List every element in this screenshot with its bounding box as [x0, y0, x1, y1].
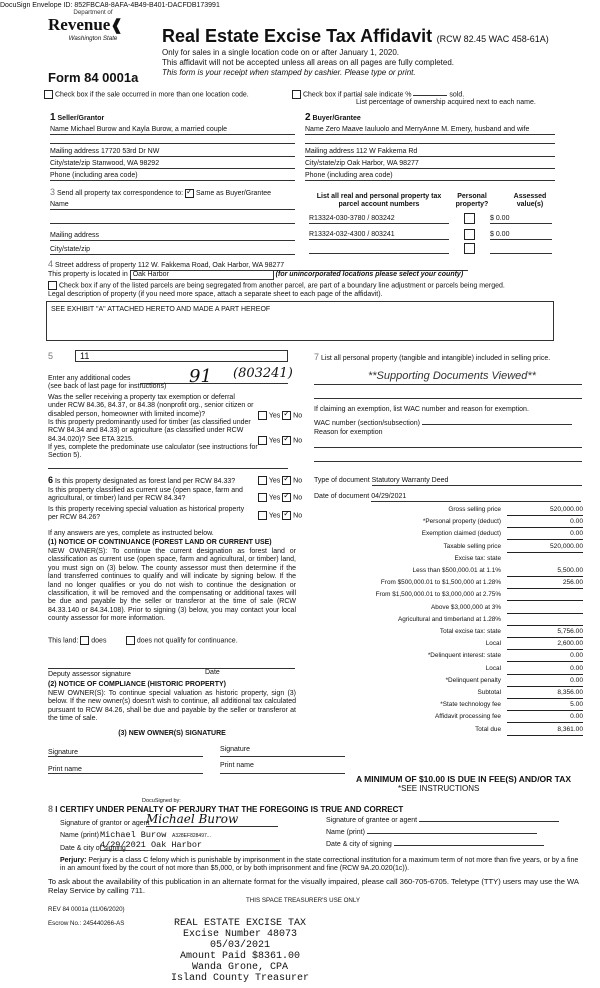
deputy-signature-label: Deputy assessor signature: [48, 671, 131, 678]
tax-row-label: *Delinquent penalty: [445, 676, 501, 684]
does-qualify-checkbox[interactable]: [80, 636, 89, 645]
tax-row-value[interactable]: 0.00: [507, 713, 583, 723]
tax-row-value[interactable]: [507, 604, 583, 614]
seller-name-label: Name: [50, 126, 69, 133]
this-land-label: This land:: [48, 637, 79, 645]
parcels-col-assessed: Assessed value(s): [513, 193, 547, 209]
partial-sale-sold: sold.: [449, 91, 465, 99]
tax-row-label: Agricultural and timberland at 1.28%: [397, 615, 501, 623]
grantor-date-city[interactable]: 4/29/2021 Oak Harbor: [100, 840, 280, 851]
tax-row: [318, 555, 583, 566]
deputy-signature-line[interactable]: [48, 668, 208, 669]
legal-description-label: Legal description of property (if you need more space, attach a separate sheet to each page of the affidavit).: [48, 291, 383, 298]
wac-field[interactable]: [422, 424, 572, 425]
notice-continuance-body: NEW OWNER(S): To continue the current designation as forest land or classification as current use (open space, farm and agricultural, or timber) land, you must sign on (3) below. The county assessor must then determine if the land transferred continues to qualify and will indicate by signing below. If the land no longer qualifies or you do not wish to continue the designation or classification, it will be removed and the compensating or additional taxes will be due and payable by the seller or transferor at the time of sale (RCW 84.33.140 or 84.34.108). Prior to signing (3) below, you may contact your local county assessor for more information.: [48, 548, 296, 623]
tax-row-label: Total excise tax: state: [439, 628, 501, 635]
grantor-name-label: Name (print): [60, 832, 99, 839]
s6-q1-no-checkbox[interactable]: [282, 476, 291, 485]
exemption-label: If claiming an exemption, list WAC number and reason for exemption.: [314, 406, 529, 413]
segregated-label: Check box if any of the listed parcels are being segregated from another parcel, are part of a boundary line adjustment or parcels being merged.: [58, 282, 505, 290]
s6-q1-answers: [258, 476, 302, 486]
tax-row-label: Total due: [475, 725, 501, 733]
s5-q1-yes-label: Yes: [268, 412, 281, 420]
header-note-3: This form is your receipt when stamped by cashier. Please type or print.: [162, 68, 416, 77]
section5-num: 5: [48, 351, 54, 361]
grantee-name-label: Name (print): [326, 829, 365, 836]
docusigned-by: DocuSigned by:: [142, 798, 181, 804]
continuance-row: [48, 636, 296, 646]
grantor-sig-label: Signature of grantor or agent: [60, 820, 150, 827]
buyer-heading: [305, 112, 361, 124]
parcel-account-2[interactable]: R13324-032-4300 / 803241: [309, 231, 449, 240]
tax-row-value[interactable]: 2,600.00: [507, 640, 583, 650]
segregated-checkbox[interactable]: [48, 281, 57, 290]
section3-mailing-label: Mailing address: [50, 232, 100, 239]
buyer-phone-field[interactable]: [305, 172, 555, 181]
form-title-ref: (RCW 82.45 WAC 458-61A): [436, 34, 549, 44]
seller-mailing-label: Mailing address: [50, 148, 100, 155]
parcel-personal-checkbox-3[interactable]: [464, 243, 475, 254]
section6-num: 6: [48, 475, 54, 485]
seller-phone-label: Phone (including area code): [50, 172, 138, 179]
parcel-personal-checkbox-1[interactable]: [464, 213, 475, 224]
s6-q2-no-checkbox[interactable]: [282, 493, 291, 502]
seller-name-field[interactable]: [50, 126, 295, 135]
owner-print-label-2: Print name: [220, 762, 254, 769]
tax-row: [318, 591, 583, 602]
section3-name-line2: [50, 222, 295, 224]
tax-row-label: *State technology fee: [440, 701, 501, 709]
additional-codes-label: Enter any additional codes: [48, 375, 131, 382]
alternate-format-note: To ask about the availability of this publication in an alternate format for the visually impaired, please call 360-705-6705. Teletype (TTY) users may use the WA Relay Service by calling 711.: [48, 877, 579, 896]
grantee-sig-row: [326, 817, 559, 825]
street-address-label: Street address of property: [54, 262, 136, 269]
handwritten-parcel: (803241): [233, 366, 293, 381]
seller-heading-text: Seller/Grantor: [57, 115, 105, 122]
tax-row-value[interactable]: 256.00: [507, 579, 583, 589]
form-title: Real Estate Excise Tax Affidavit: [162, 26, 433, 46]
s6-question-historic: Is this property receiving special valuation as historical property per RCW 84.26?: [48, 506, 245, 522]
seller-name: Michael Burow and Kayla Burow, a married couple: [70, 126, 228, 133]
owner-print-label-1: Print name: [48, 766, 82, 773]
s6-q3-yes-checkbox[interactable]: [258, 511, 267, 520]
section8-num: 8: [48, 804, 54, 814]
grantee-name-row: [326, 829, 537, 837]
partial-note: List percentage of ownership acquired next to each name.: [356, 99, 536, 106]
s6-q3-no-label: No: [293, 512, 303, 520]
s6-q1-no-label: No: [293, 477, 303, 485]
s5-question-exemption: Was the seller receiving a property tax exemption or deferral under RCW 84.36, 84.37, or 84.38 (nonprofit org., senior citizen or disabled person, homeowner with limited income)?: [48, 394, 254, 418]
logo-swoosh-icon: ❰: [110, 18, 123, 35]
tax-row-value[interactable]: 8,356.00: [507, 689, 583, 699]
grantee-date-row: [326, 841, 544, 849]
buyer-name-line2: [305, 142, 555, 144]
buyer-name: Zero Maave Iauluolo and MerryAnne M. Emery, husband and wife: [325, 126, 530, 133]
tax-row-label: Less than $500,000.01 at 1.1%: [412, 567, 501, 574]
s6-q2-no-label: No: [293, 494, 303, 502]
s6-q2-answers: [258, 493, 302, 503]
perjury-text: Perjury is a class C felony which is punishable by imprisonment in the state correctional institution for a maximum term of not more than five years, or by a fine in an amount fixed by the court of not more than $5,000, or by both imprisonment and fine (RCW 9A.20.020(1c)).: [60, 857, 579, 873]
logo-brand-text: Revenue: [48, 15, 111, 35]
tax-row-label: Above $3,000,000 at 3%: [431, 603, 501, 611]
s5-q2-yes-label: Yes: [268, 437, 281, 445]
seller-mailing: 17720 53rd Dr NW: [100, 148, 160, 155]
tax-row-value[interactable]: 520,000.00: [507, 506, 583, 516]
section3-name-field[interactable]: [50, 201, 295, 210]
tax-row-value[interactable]: [507, 616, 583, 626]
stamp-line-1: REAL ESTATE EXCISE TAX: [173, 918, 307, 929]
grantee-signature-field[interactable]: [419, 821, 559, 822]
segregated-row: [48, 281, 505, 291]
minimum-due-note: A MINIMUM OF $10.00 IS DUE IN FEE(S) AND/OR TAX: [356, 774, 572, 784]
seller-phone-field[interactable]: [50, 172, 295, 181]
doc-date-label: Date of document: [314, 493, 370, 500]
owner-sig-label-1: Signature: [48, 749, 78, 756]
tax-row-label: *Personal property (deduct): [422, 518, 501, 526]
perjury-statement: [60, 857, 585, 874]
section3-num: 3: [50, 187, 56, 197]
form-title-block: [162, 26, 549, 47]
see-instructions-note: *SEE INSTRUCTIONS: [398, 784, 480, 793]
tax-row: [318, 652, 583, 663]
owner-sig-label-2: Signature: [220, 746, 250, 753]
section4-num: 4: [48, 259, 54, 269]
reason-line-2[interactable]: [314, 461, 582, 462]
doc-type-label: Type of document: [314, 477, 370, 484]
certify-text: I CERTIFY UNDER PENALTY OF PERJURY THAT THE FOREGOING IS TRUE AND CORRECT: [55, 805, 404, 814]
docusign-code: A328EF828497...: [172, 833, 211, 839]
tax-row: [318, 689, 583, 700]
reason-label: Reason for exemption: [314, 429, 383, 436]
tax-row-label: Local: [485, 664, 501, 672]
perjury-label: Perjury:: [60, 857, 87, 864]
tax-row: [318, 665, 583, 676]
doc-date-row: [314, 493, 581, 502]
tax-row-label: Taxable selling price: [443, 542, 501, 550]
notice-compliance-title: (2) NOTICE OF COMPLIANCE (HISTORIC PROPERTY): [48, 681, 226, 688]
located-note: (for unincorporated locations please select your county): [275, 271, 464, 278]
same-as-buyer-checkbox[interactable]: [185, 189, 194, 198]
logo-state: Washington State: [68, 35, 118, 43]
parcels-col-account: List all real and personal property tax parcel account numbers: [316, 193, 442, 209]
logo-brand: [48, 16, 138, 35]
property-code-select[interactable]: 11: [75, 350, 288, 362]
does-qualify-label: does: [91, 637, 107, 645]
notice-compliance-body: NEW OWNER(S): To continue special valuation as historic property, sign (3) below. If the new owner(s) doesn't wish to continue, all additional tax calculated pursuant to RCW 84.26, shall be due and payable by the seller or transferor at the time of sale.: [48, 690, 296, 723]
handwritten-code: 91: [189, 366, 212, 387]
tax-row-value[interactable]: 0.00: [507, 665, 583, 675]
grantor-name[interactable]: Michael Burow: [100, 830, 167, 840]
multi-location-row: [44, 90, 249, 100]
buyer-mailing: 112 W Fakkema Rd: [355, 148, 418, 155]
parcel-value-3[interactable]: [490, 245, 552, 254]
seller-city: Stanwood, WA 98292: [92, 160, 160, 167]
tax-row-value[interactable]: 0.00: [507, 652, 583, 662]
seller-heading: [50, 112, 104, 124]
section3-city-field[interactable]: [50, 246, 295, 255]
parcel-account-1[interactable]: R13324-030-3780 / 803242: [309, 215, 449, 224]
parcel-value-1[interactable]: $ 0.00: [490, 215, 552, 224]
s5-timber-note: If yes, complete the predominate use calculator (see instructions for Section 5).: [48, 444, 258, 460]
does-not-qualify-label: does not qualify for continuance.: [136, 637, 238, 645]
tax-row-value[interactable]: 520,000.00: [507, 543, 583, 553]
does-not-qualify-checkbox[interactable]: [126, 636, 135, 645]
located-select[interactable]: Oak Harbor: [130, 270, 274, 280]
notice-continuance-title: (1) NOTICE OF CONTINUANCE (FOREST LAND OR CURRENT USE): [48, 539, 272, 546]
grantor-date-label: Date & city of signing: [60, 845, 126, 852]
s5-q1-no-label: No: [293, 412, 303, 420]
additional-codes-note: (see back of last page for instructions): [48, 383, 167, 390]
personal-property-line-2[interactable]: [314, 398, 582, 399]
tax-row-label: Excise tax: state: [454, 554, 501, 562]
partial-sale-label: Check box if partial sale indicate %: [302, 91, 412, 99]
s6-q1-yes-checkbox[interactable]: [258, 476, 267, 485]
owner-sig-line-2[interactable]: [220, 756, 345, 757]
s6-q2-yes-checkbox[interactable]: [258, 493, 267, 502]
parcel-value-2[interactable]: $ 0.00: [490, 231, 552, 240]
docusign-envelope-id: DocuSign Envelope ID: 852FBCA8-8AFA-4B49-B401-DACFDB173991: [0, 2, 220, 9]
s5-question-timber: Is this property predominantly used for timber (as classified under RCW 84.34 and 84.33) or agriculture (as classified under RCW 84.34.020)? See ETA 3215.: [48, 419, 251, 443]
s6-q3-answers: [258, 511, 302, 521]
tax-row: [318, 677, 583, 688]
tax-row-value[interactable]: 0.00: [507, 518, 583, 528]
s5-q2-no-checkbox[interactable]: [282, 436, 291, 445]
tax-row: [318, 640, 583, 651]
s5-q1-answers: [258, 411, 302, 421]
buyer-mailing-label: Mailing address: [305, 148, 355, 155]
s5-q2-no-label: No: [293, 437, 303, 445]
buyer-name-field[interactable]: [305, 126, 555, 135]
stamp-line-3: 05/03/2021: [209, 940, 270, 951]
buyer-mailing-field[interactable]: [305, 148, 555, 157]
seller-mailing-field[interactable]: [50, 148, 295, 157]
wac-label: WAC number (section/subsection): [314, 420, 420, 427]
section3-name-label: Name: [50, 201, 69, 208]
seller-city-label: City/state/zip: [50, 160, 91, 167]
tax-row-value[interactable]: 5.00: [507, 701, 583, 711]
grantee-date-label: Date & city of signing: [326, 841, 392, 848]
seller-city-field[interactable]: [50, 160, 295, 169]
tax-row: [318, 726, 583, 737]
stamp-line-2: Excise Number 48073: [182, 929, 298, 940]
form-number: Form 84 0001a: [48, 70, 139, 85]
s6-intro: If any answers are yes, complete as instructed below.: [48, 530, 214, 537]
divider-s5-s6: [48, 468, 288, 469]
buyer-phone-label: Phone (including area code): [305, 172, 393, 179]
tax-row-label: Affidavit processing fee: [435, 713, 501, 721]
s6-q1-yes-label: Yes: [268, 477, 281, 485]
section7-label-row: [314, 352, 584, 363]
section3-label: Send all property tax correspondence to:: [56, 190, 184, 197]
deputy-date-label: Date: [205, 669, 220, 676]
escrow-number: Escrow No.: 245440266-AS: [48, 920, 125, 927]
partial-sale-percent-field[interactable]: [413, 95, 447, 96]
s6-q3-yes-label: Yes: [268, 512, 281, 520]
tax-row-value[interactable]: 5,500.00: [507, 567, 583, 577]
tax-row-value[interactable]: [507, 555, 583, 564]
tax-row: [318, 701, 583, 712]
buyer-heading-text: Buyer/Grantee: [312, 115, 361, 122]
section3-mailing-field[interactable]: [50, 232, 295, 241]
tax-row: [318, 530, 583, 541]
doc-type-row: [314, 477, 582, 486]
buyer-city-field[interactable]: [305, 160, 555, 169]
s6-question-current-use: Is this property classified as current use (open space, farm and agricultural, or timber) land per RCW 84.34?: [48, 487, 243, 503]
tax-row-value[interactable]: 5,756.00: [507, 628, 583, 638]
buyer-name-label: Name: [305, 126, 324, 133]
same-as-buyer-label: Same as Buyer/Grantee: [195, 190, 272, 197]
tax-row-label: Subtotal: [477, 689, 501, 696]
tax-row: [318, 543, 583, 554]
stamp-line-5: Wanda Grone, CPA: [191, 962, 288, 973]
buyer-num: 2: [305, 112, 311, 123]
form-revision: REV 84 0001a (11/06/2020): [48, 906, 125, 913]
tax-row: [318, 616, 583, 627]
seller-name-line2: [50, 142, 295, 144]
tax-row-label: Exemption claimed (deduct): [421, 530, 501, 538]
reason-line-1[interactable]: [314, 447, 582, 448]
tax-row-label: *Delinquent interest: state: [427, 652, 501, 660]
parcel-personal-checkbox-2[interactable]: [464, 229, 475, 240]
grantor-signature[interactable]: Michael Burow: [146, 812, 278, 827]
tax-row-value[interactable]: 8,361.00: [507, 726, 583, 736]
new-owner-signature-title: (3) NEW OWNER(S) SIGNATURE: [118, 730, 226, 737]
tax-row: [318, 713, 583, 724]
doc-type-field[interactable]: Statutory Warranty Deed: [372, 477, 582, 486]
located-label: This property is located in: [48, 271, 128, 278]
buyer-city-label: City/state/zip: [305, 160, 346, 167]
tax-row: [318, 567, 583, 578]
tax-row: [318, 518, 583, 529]
owner-print-line-2[interactable]: [220, 773, 345, 774]
personal-property-line-1[interactable]: [314, 384, 582, 385]
section7-num: 7: [314, 352, 320, 362]
section3-header: [50, 187, 271, 198]
wac-row: [314, 420, 572, 428]
tax-row: [318, 604, 583, 615]
tax-row: [318, 579, 583, 590]
tax-row-value[interactable]: 0.00: [507, 677, 583, 687]
grantee-date-field[interactable]: [394, 845, 544, 846]
tax-row-value[interactable]: [507, 591, 583, 601]
s5-q1-yes-checkbox[interactable]: [258, 411, 267, 420]
tax-row-label: Local: [485, 640, 501, 648]
doc-date-field[interactable]: 04/29/2021: [371, 493, 581, 502]
section7-label: List all personal property (tangible and intangible) included in selling price.: [320, 355, 551, 362]
grantee-sig-label: Signature of grantee or agent: [326, 817, 418, 824]
seller-num: 1: [50, 112, 56, 123]
s5-q1-no-checkbox[interactable]: [282, 411, 291, 420]
tax-row: [318, 628, 583, 639]
multi-location-checkbox[interactable]: [44, 90, 53, 99]
stamp-line-6: Island County Treasurer: [170, 973, 310, 984]
logo-dept: Department of: [73, 9, 113, 16]
buyer-city: Oak Harbor, WA 98277: [347, 160, 419, 167]
partial-sale-checkbox[interactable]: [292, 90, 301, 99]
treasurer-use-note: THIS SPACE TREASURER'S USE ONLY: [246, 897, 360, 904]
supporting-docs-note: **Supporting Documents Viewed**: [368, 370, 536, 382]
tax-row: [318, 506, 583, 517]
section3-city-label: City/state/zip: [50, 246, 91, 253]
s6-question-forest: [48, 475, 258, 486]
tax-row-value[interactable]: 0.00: [507, 530, 583, 540]
multi-location-label: Check box if the sale occurred in more than one location code.: [54, 91, 249, 99]
located-row: [48, 270, 463, 280]
tax-row-label: From $500,000.01 to $1,500,000 at 1.28%: [380, 579, 501, 587]
s6-q1-text: Is this property designated as forest land per RCW 84.33?: [54, 478, 236, 485]
s6-q3-no-checkbox[interactable]: [282, 511, 291, 520]
tax-row-label: Gross selling price: [448, 506, 501, 513]
tax-row-label: From $1,500,000.01 to $3,000,000 at 2.75%: [375, 591, 501, 599]
grantee-name-field[interactable]: [367, 833, 537, 834]
treasurer-stamp: [130, 918, 350, 984]
header-note-1: Only for sales in a single location code on or after January 1, 2020.: [162, 48, 400, 57]
parcels-col-personal: Personal property?: [455, 193, 489, 209]
stamp-line-4: Amount Paid $8361.00: [179, 951, 301, 962]
s6-q2-yes-label: Yes: [268, 494, 281, 502]
dor-logo: [48, 9, 138, 42]
street-address-field[interactable]: 112 W. Fakkema Road, Oak Harbor, WA 98277: [138, 262, 468, 271]
header-note-2: This affidavit will not be accepted unless all areas on all pages are fully completed.: [162, 58, 455, 67]
legal-description-box[interactable]: SEE EXHIBIT "A" ATTACHED HERETO AND MADE A PART HEREOF: [46, 301, 554, 341]
parcel-account-3[interactable]: [309, 245, 449, 254]
